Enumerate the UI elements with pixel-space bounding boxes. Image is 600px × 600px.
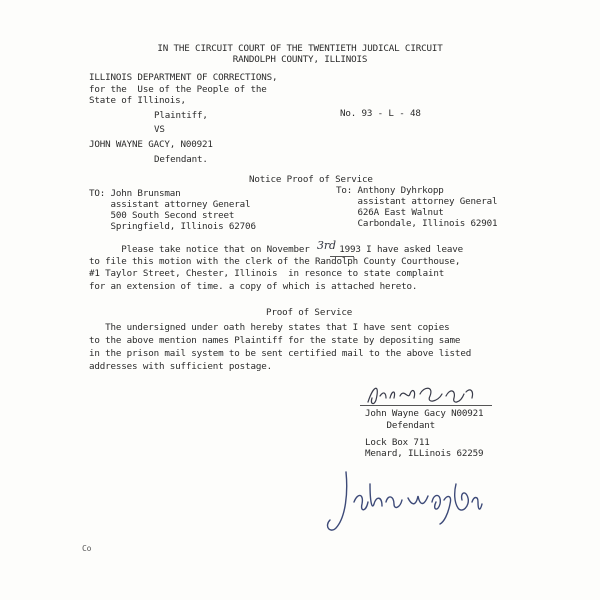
proof-title: Proof of Service xyxy=(266,307,353,318)
addressee-left-4: Springfield, Illinois 62706 xyxy=(89,221,256,232)
signature-large xyxy=(316,462,486,542)
caption-plaintiff-role: Plaintiff, xyxy=(154,110,208,121)
caption-plaintiff-1: ILLINOIS DEPARTMENT OF CORRECTIONS, xyxy=(89,72,278,83)
notice-title: Notice Proof of Service xyxy=(249,174,373,185)
notice-paragraph-start: Please take notice that on November xyxy=(89,244,316,255)
signer-name: John Wayne Gacy N00921 xyxy=(365,408,484,419)
proof-line2: to the above mention names Plaintiff for the state by depositing same xyxy=(89,335,461,346)
notice-paragraph-line1 xyxy=(89,239,464,256)
signer-address2: Menard, ILLinois 62259 xyxy=(365,448,484,459)
notice-paragraph-line3: #1 Taylor Street, Chester, Illinois in resonce to state complaint xyxy=(89,268,445,279)
caption-versus: VS xyxy=(154,124,165,135)
proof-line4: addresses with sufficient postage. xyxy=(89,361,272,372)
caption-plaintiff-3: State of Illinois, xyxy=(89,95,186,106)
court-heading-line1: IN THE CIRCUIT COURT OF THE TWENTIETH JUDICAL CIRCUIT xyxy=(157,43,443,54)
signer-role: Defendant xyxy=(365,420,435,431)
signer-address1: Lock Box 711 xyxy=(365,437,430,448)
caption-defendant-role: Defendant. xyxy=(154,154,208,165)
caption-plaintiff-2: for the Use of the People of the xyxy=(89,84,267,95)
addressee-right-4: Carbondale, Illinois 62901 xyxy=(336,218,498,229)
margin-note: Co xyxy=(82,544,92,553)
addressee-right-2: assistant attorney General xyxy=(336,196,498,207)
case-number: No. 93 - L - 48 xyxy=(340,108,421,119)
proof-line1: The undersigned under oath hereby states that I have sent copies xyxy=(89,322,450,333)
notice-paragraph-end: 1993 I have asked leave xyxy=(333,244,464,255)
addressee-left-3: 500 South Second street xyxy=(89,210,235,221)
caption-defendant-name: JOHN WAYNE GACY, N00921 xyxy=(89,139,213,150)
addressee-left-1: TO: John Brunsman xyxy=(89,188,181,199)
handwritten-date: 3rd xyxy=(317,239,336,252)
proof-line3: in the prison mail system to be sent certified mail to the above listed xyxy=(89,348,472,359)
notice-paragraph-line4: for an extension of time. a copy of which is attached hereto. xyxy=(89,281,418,292)
addressee-left-2: assistant attorney General xyxy=(89,199,251,210)
notice-paragraph-line2: to file this motion with the clerk of the Randolph County Courthouse, xyxy=(89,256,461,267)
addressee-right-1: To: Anthony Dyhrkopp xyxy=(336,185,444,196)
signature-line xyxy=(360,405,492,406)
addressee-right-3: 626A East Walnut xyxy=(336,207,444,218)
court-heading-line2: RANDOLPH COUNTY, ILLINOIS xyxy=(232,54,368,65)
